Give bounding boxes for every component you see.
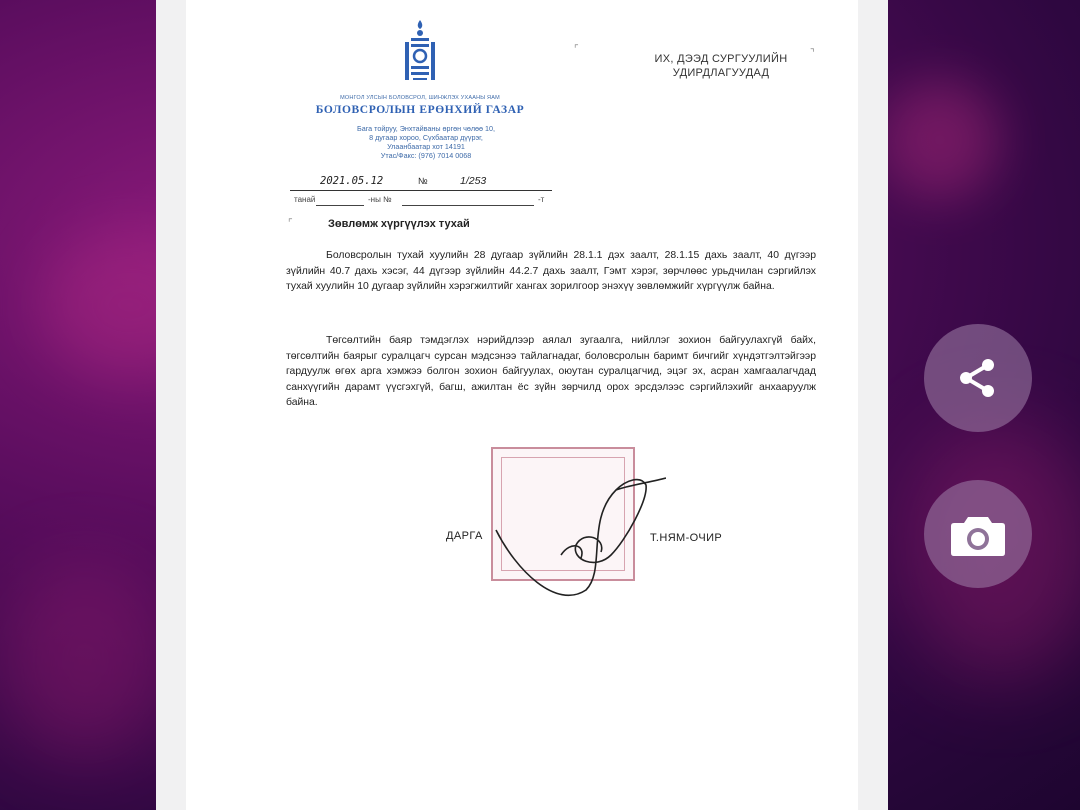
share-button[interactable] <box>924 324 1032 432</box>
handwritten-signature <box>476 460 666 610</box>
address-line: Улаанбаатар хот 14191 <box>387 142 465 151</box>
paragraph-text: Төгсөлтийн баяр тэмдэглэх нэрийдлээр аялал зугаалга, нийллэг зохион байгуулахгүй байх, төгсөлтийн баярыг суралцагч сурсан мэдсэнээ тайлагнадаг, боловсролын баримт бичгийг хүндэтгэлтэйгээр гардуулж өгөх арга хэмжээ болгон зохион байгуулах, оюутан суралцагчид, эцэг эх, асран хамгаалагчдад санхүүгийн дарамт үүсгэхгүй, багш, ажилтан ёс зүйн зөрчилд орох эрсдэлээс сэргийлэхийг анхааруулж байна. <box>286 335 816 409</box>
document-page <box>186 0 858 810</box>
organization-address <box>286 124 566 160</box>
address-line: Бага тойруу, Энхтайваны өргөн чөлөө 10, <box>356 124 495 133</box>
address-line: Утас/Факс: (976) 7014 0068 <box>380 151 472 160</box>
signer-title: ДАРГА <box>446 530 483 542</box>
number-label: № <box>418 176 428 186</box>
background-blob <box>0 560 170 760</box>
camera-button[interactable] <box>924 480 1032 588</box>
soyombo-emblem-icon <box>401 18 439 86</box>
organization-name: БОЛОВСРОЛЫН ЕРӨНХИЙ ГАЗАР <box>315 104 525 116</box>
body-paragraph <box>286 248 816 295</box>
recipient-line: ИХ, ДЭЭД СУРГУУЛИЙН <box>654 53 788 65</box>
recipient-line: УДИРДЛАГУУДАД <box>672 67 770 79</box>
reference-label: -ны № <box>368 195 392 204</box>
share-icon <box>955 355 1001 401</box>
background-blob <box>880 80 1000 200</box>
corner-mark: ⌜ <box>288 218 293 229</box>
document-number: 1/253 <box>460 175 487 187</box>
ministry-line: МОНГОЛ УЛСЫН БОЛОВСРОЛ, ШИНЖЛЭХ УХААНЫ ЯАМ <box>340 95 500 101</box>
body-paragraph <box>286 333 816 411</box>
reference-label: -т <box>538 195 545 204</box>
address-line: 8 дугаар хороо, Сүхбаатар дүүрэг, <box>369 133 483 142</box>
document-date: 2021.05.12 <box>320 175 384 187</box>
reference-blank <box>402 205 534 206</box>
date-number-row <box>290 176 552 191</box>
corner-mark: ⌜ <box>574 44 579 55</box>
signer-name: Т.НЯМ-ОЧИР <box>650 532 723 544</box>
recipient-block <box>626 52 816 80</box>
reference-blank <box>316 205 364 206</box>
document-subject: Зөвлөмж хүргүүлэх тухай <box>328 218 470 230</box>
corner-mark: ⌝ <box>810 48 815 59</box>
reference-row <box>290 195 552 207</box>
paragraph-text: Боловсролын тухай хуулийн 28 дугаар зүйлийн 28.1.1 дэх заалт, 28.1.15 дахь заалт, 40 дүгээр зүйлийн 40.7 дахь хэсэг, 44 дүгээр зүйлийн 44.2.7 дахь заалт, Гэмт хэрэг, зөрчлөөс урьдчилан сэргийлэх тухай хуулийн 10 дугаар зүйлийн хэрэгжилтийг хангах зорилгоор энэхүү зөвлөмжийг хүргүүлж байна. <box>286 250 816 293</box>
camera-icon <box>950 511 1006 557</box>
reference-label: танай <box>294 195 316 204</box>
